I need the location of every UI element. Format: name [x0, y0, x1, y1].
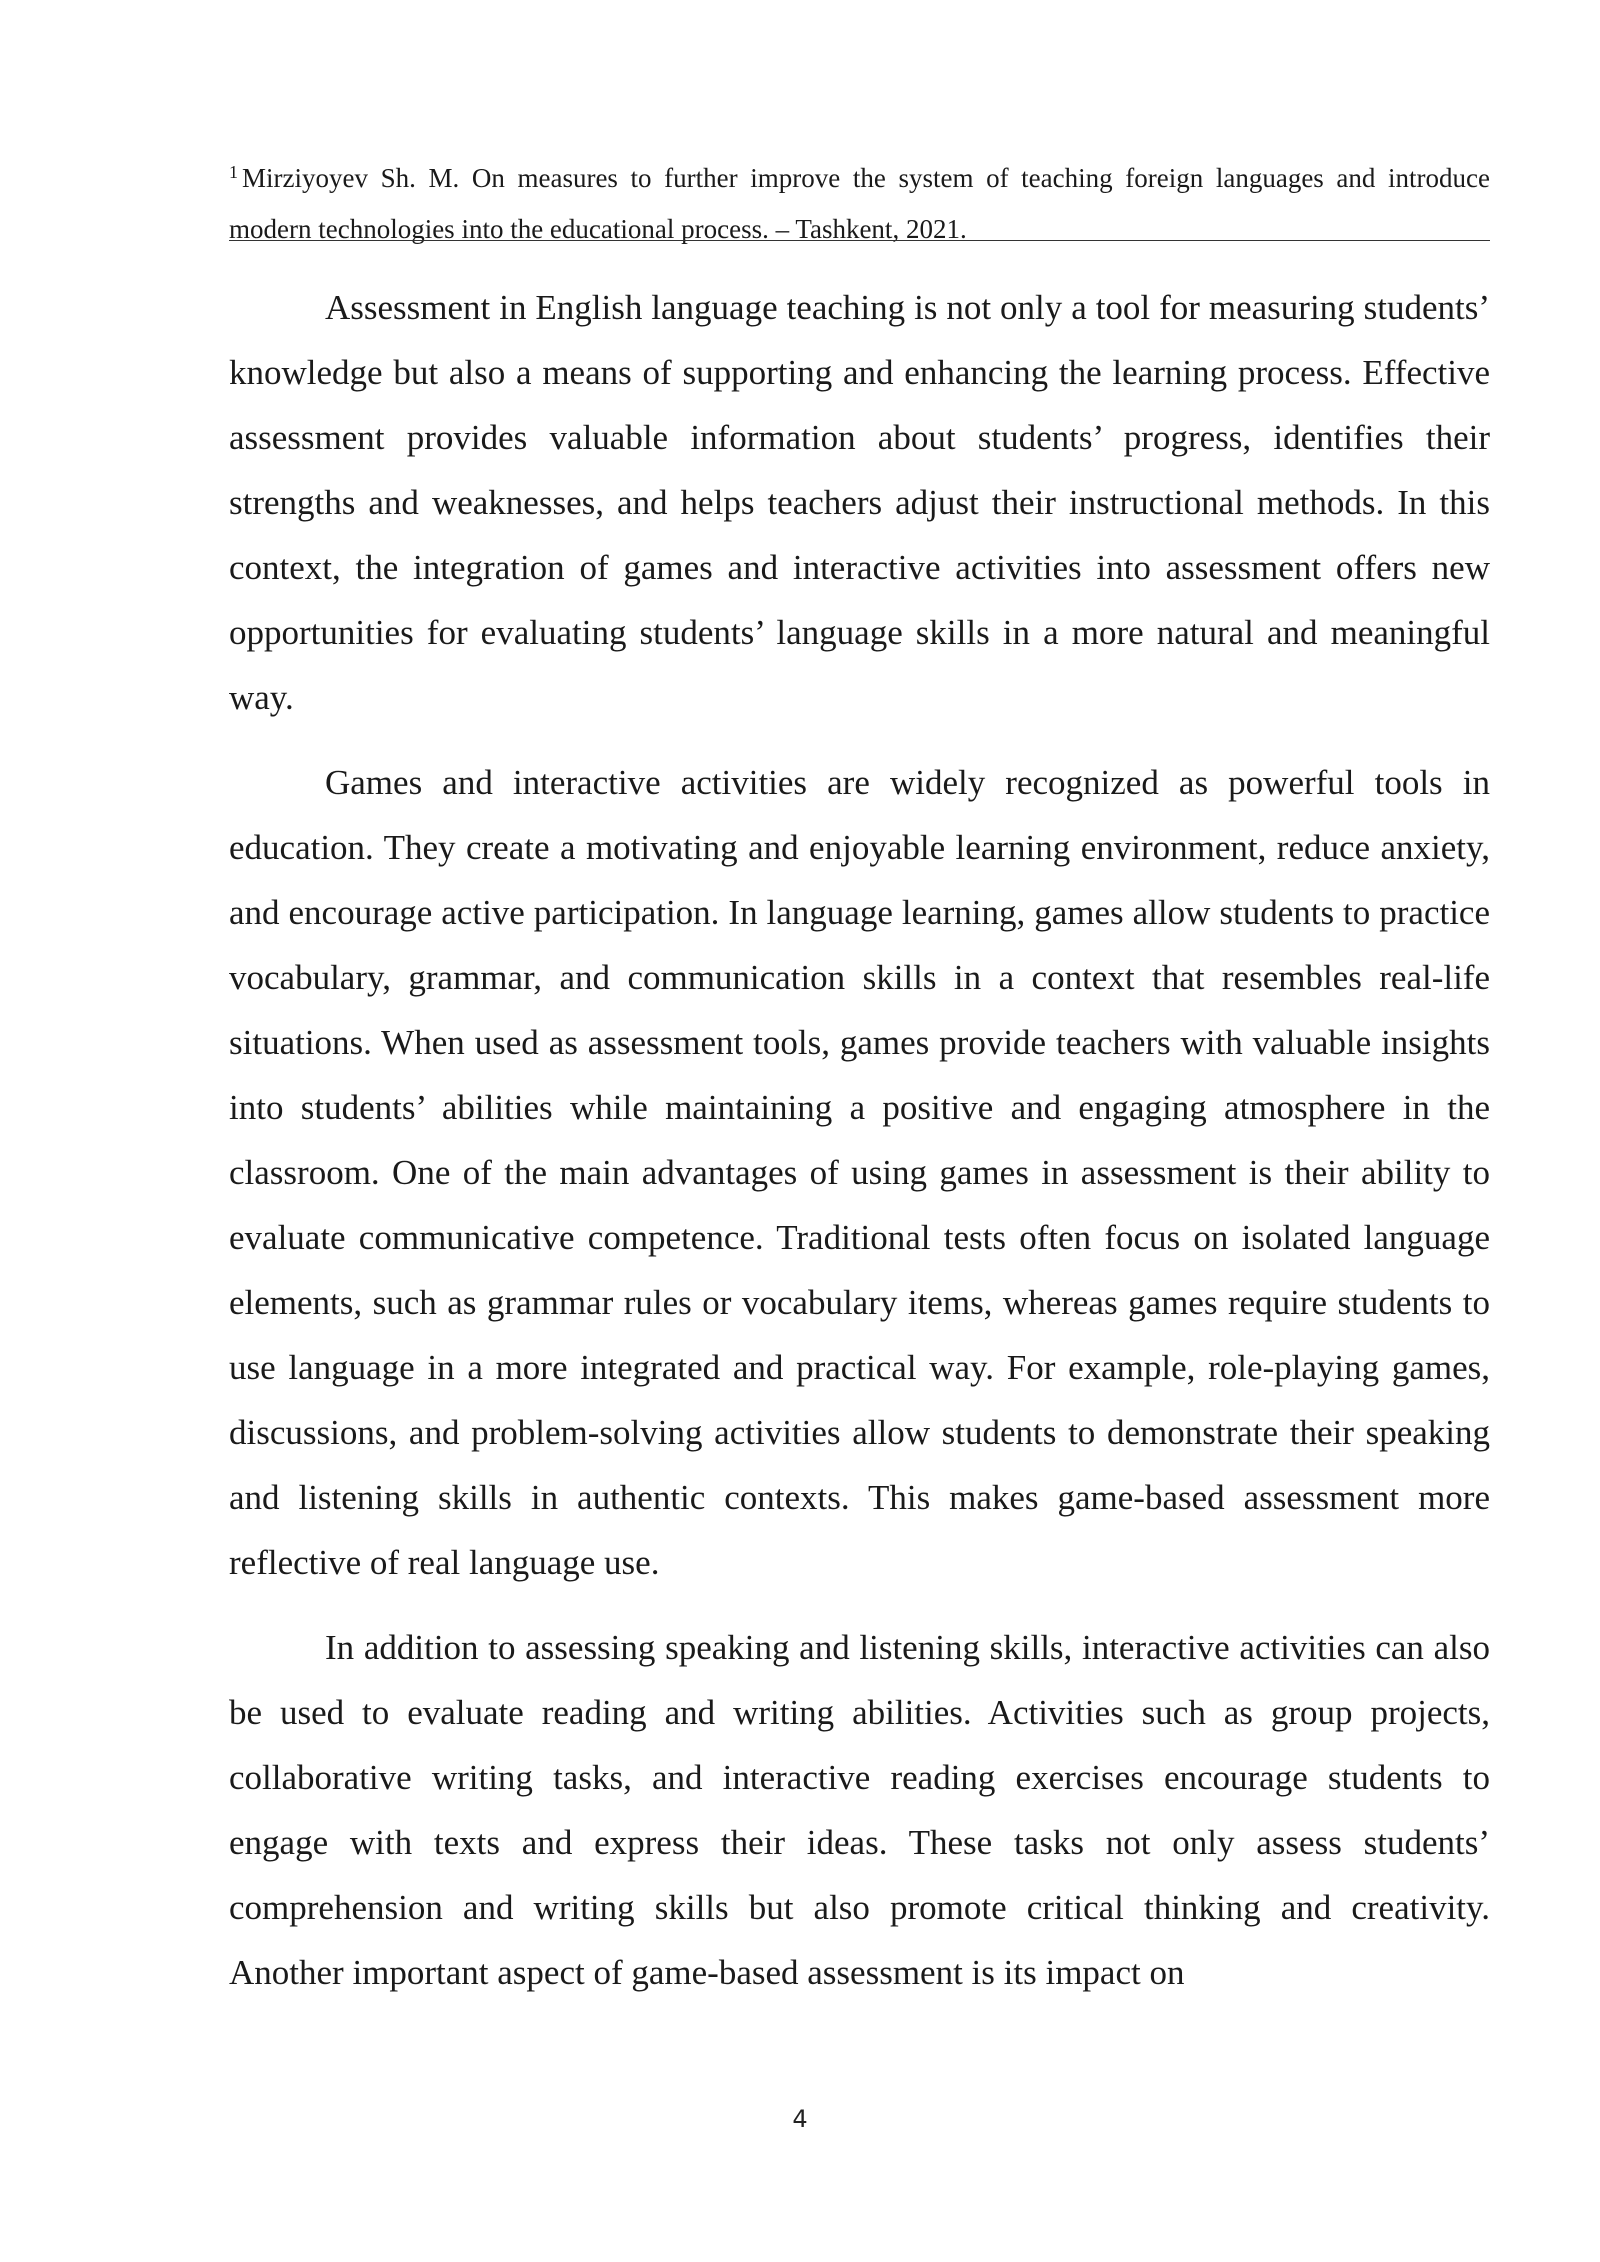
- paragraph: Assessment in English language teaching is not only a tool for measuring students’ knowledge but also a means of supporting and enhancing the learning process. Effective assessment provides valuable information about students’ progress, identifies their strengths and weaknesses, and helps teachers adjust their instructional methods. In this context, the integration of games and interactive activities into assessment offers new opportunities for evaluating students’ language skills in a more natural and meaningful way.: [229, 288, 1490, 717]
- paragraph: Games and interactive activities are widely recognized as powerful tools in education. They create a motivating and enjoyable learning environment, reduce anxiety, and encourage active participation. In language learning, games allow students to practice vocabulary, grammar, and communication skills in a context that resembles real-life situations. When used as assessment tools, games provide teachers with valuable insights into students’ abilities while maintaining a positive and engaging atmosphere in the classroom. One of the main advantages of using games in assessment is their ability to evaluate communicative competence. Traditional tests often focus on isolated language elements, such as grammar rules or vocabulary items, whereas games require students to use language in a more integrated and practical way. For example, role-playing games, discussions, and problem-solving activities allow students to demonstrate their speaking and listening skills in authentic contexts. This makes game-based assessment more reflective of real language use.: [229, 763, 1490, 1582]
- paragraph: In addition to assessing speaking and listening skills, interactive activities can also be used to evaluate reading and writing abilities. Activities such as group projects, collaborative writing tasks, and interactive reading exercises encourage students to engage with texts and express their ideas. These tasks not only assess students’ comprehension and writing skills but also promote critical thinking and creativity. Another important aspect of game-based assessment is its impact on: [229, 1628, 1490, 1992]
- page-number: 4: [792, 2105, 808, 2133]
- footnote-divider: [229, 240, 1490, 241]
- footnote: [229, 147, 1490, 255]
- footnote-marker: 1: [229, 162, 238, 182]
- body-text: [229, 275, 1490, 2025]
- footnote-text: Mirziyoyev Sh. M. On measures to further improve the system of teaching foreign languages and introduce modern technologies into the educational process. – Tashkent, 2021.: [229, 163, 1490, 244]
